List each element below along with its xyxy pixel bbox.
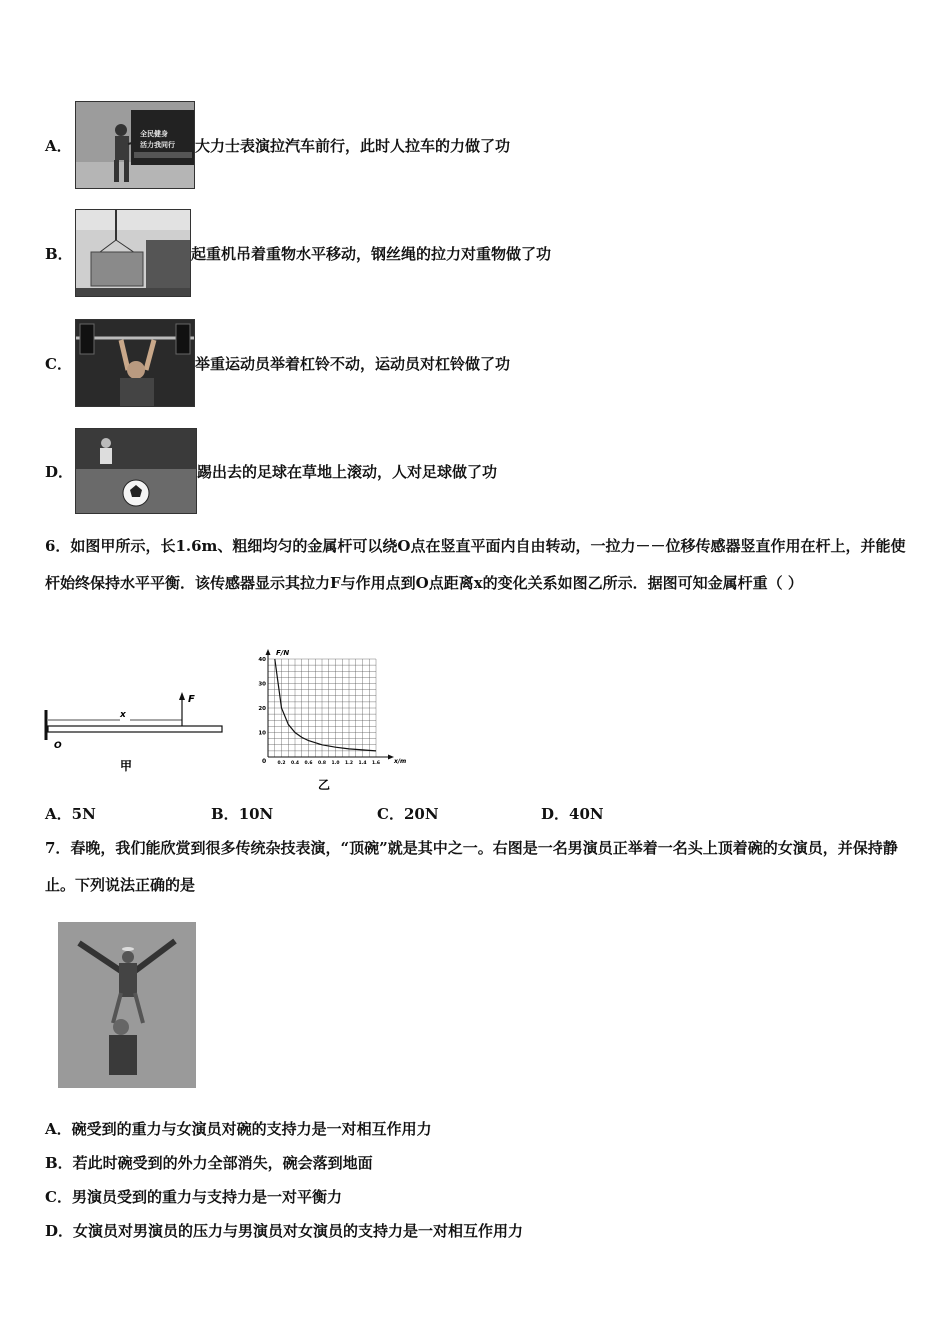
choice-letter: C． <box>377 805 404 823</box>
y-tick-label: 30 <box>258 681 266 688</box>
x-tick-label: 1.0 <box>331 761 340 766</box>
q6-choice-d <box>541 803 604 824</box>
origin-label: 0 <box>262 758 267 765</box>
q7-choice-a: A．碗受到的重力与女演员对碗的支持力是一对相互作用力 <box>45 1120 432 1138</box>
figure-jia-caption: 甲 <box>120 759 133 773</box>
x-tick-label: 0.4 <box>291 761 299 766</box>
force-f-label: F <box>188 694 195 705</box>
x-tick-label: 1.2 <box>345 761 353 766</box>
q6-stem: 6．如图甲所示，长1.6m、粗细均匀的金属杆可以绕O点在竖直平面内自由转动，一拉力－－位移传感器竖直作用在杆上，并能使杆始终保持水平平衡．该传感器显示其拉力F与作用点到O点距离x的变化关系如图乙所示．据图可知金属杆重（ ） <box>45 537 906 592</box>
option-text: 起重机吊着重物水平移动，钢丝绳的拉力对重物做了功 <box>191 244 552 263</box>
x-axis-label: x/m <box>394 758 407 765</box>
figure-jia <box>42 660 232 780</box>
weightlifter-photo <box>75 319 195 407</box>
q7-choice-d: D．女演员对男演员的压力与男演员对女演员的支持力是一对相互作用力 <box>45 1222 524 1240</box>
option-letter: D． <box>45 462 74 481</box>
q6-choice-c <box>377 803 439 824</box>
option-letter: A． <box>45 136 72 155</box>
soccer-photo <box>75 428 197 514</box>
weightlifter-illustration <box>76 320 194 406</box>
q6-choice-b <box>211 803 273 824</box>
banner-line-2: 活力我同行 <box>140 141 175 149</box>
x-tick-label: 0.2 <box>277 761 286 766</box>
choice-letter: D． <box>541 805 570 823</box>
x-tick-label: 1.4 <box>358 761 367 766</box>
q7-stem: 7．春晚，我们能欣赏到很多传统杂技表演，“顶碗”就是其中之一。右图是一名男演员正举着一名头上顶着碗的女演员，并保持静止。下列说法正确的是 <box>45 839 898 894</box>
option-text: 踢出去的足球在草地上滚动，人对足球做了功 <box>197 462 498 481</box>
q5-option-d <box>45 426 497 516</box>
choice-letter: A． <box>45 805 72 823</box>
figure-yi-caption: 乙 <box>318 778 331 792</box>
acrobat-photo <box>58 922 196 1088</box>
q5-option-a <box>45 100 510 190</box>
strongman-illustration <box>76 102 194 188</box>
crane-photo <box>75 209 191 297</box>
acrobat-illustration <box>59 923 195 1087</box>
banner-line-1: 全民健身 <box>140 130 168 138</box>
y-axis-arrow <box>266 649 271 655</box>
x-tick-label: 1.6 <box>372 761 380 766</box>
q5-option-c <box>45 318 510 408</box>
q6-choice-a <box>45 803 96 824</box>
y-tick-label: 20 <box>258 706 266 712</box>
y-tick-label: 40 <box>258 657 266 663</box>
soccer-illustration <box>76 429 196 513</box>
f-x-curve <box>275 659 376 751</box>
strongman-photo <box>75 101 195 189</box>
choice-value: 40N <box>569 805 604 823</box>
option-letter: B． <box>45 244 73 263</box>
q7-choice-b: B．若此时碗受到的外力全部消失，碗会落到地面 <box>45 1154 373 1172</box>
choice-value: 5N <box>71 805 96 823</box>
choice-value: 10N <box>238 805 274 823</box>
chart-axes <box>266 649 395 760</box>
y-axis-label: F/N <box>276 649 290 657</box>
point-o-label: O <box>54 741 62 751</box>
option-text: 大力士表演拉汽车前行，此时人拉车的力做了功 <box>195 136 511 155</box>
option-text: 举重运动员举着杠铃不动，运动员对杠铃做了功 <box>195 354 511 373</box>
y-tick-label: 10 <box>258 730 266 737</box>
distance-x-label: x <box>120 710 126 720</box>
figure-yi-chart <box>252 645 412 795</box>
x-tick-label: 0.6 <box>304 761 313 766</box>
q7-choice-c: C．男演员受到的重力与支持力是一对平衡力 <box>45 1188 342 1206</box>
q5-option-b <box>45 208 551 298</box>
choice-letter: B． <box>211 805 239 823</box>
crane-illustration <box>76 210 190 296</box>
choice-value: 20N <box>403 805 439 823</box>
option-letter: C． <box>45 354 72 373</box>
chart-grid <box>268 659 376 757</box>
x-tick-label: 0.8 <box>318 761 326 766</box>
